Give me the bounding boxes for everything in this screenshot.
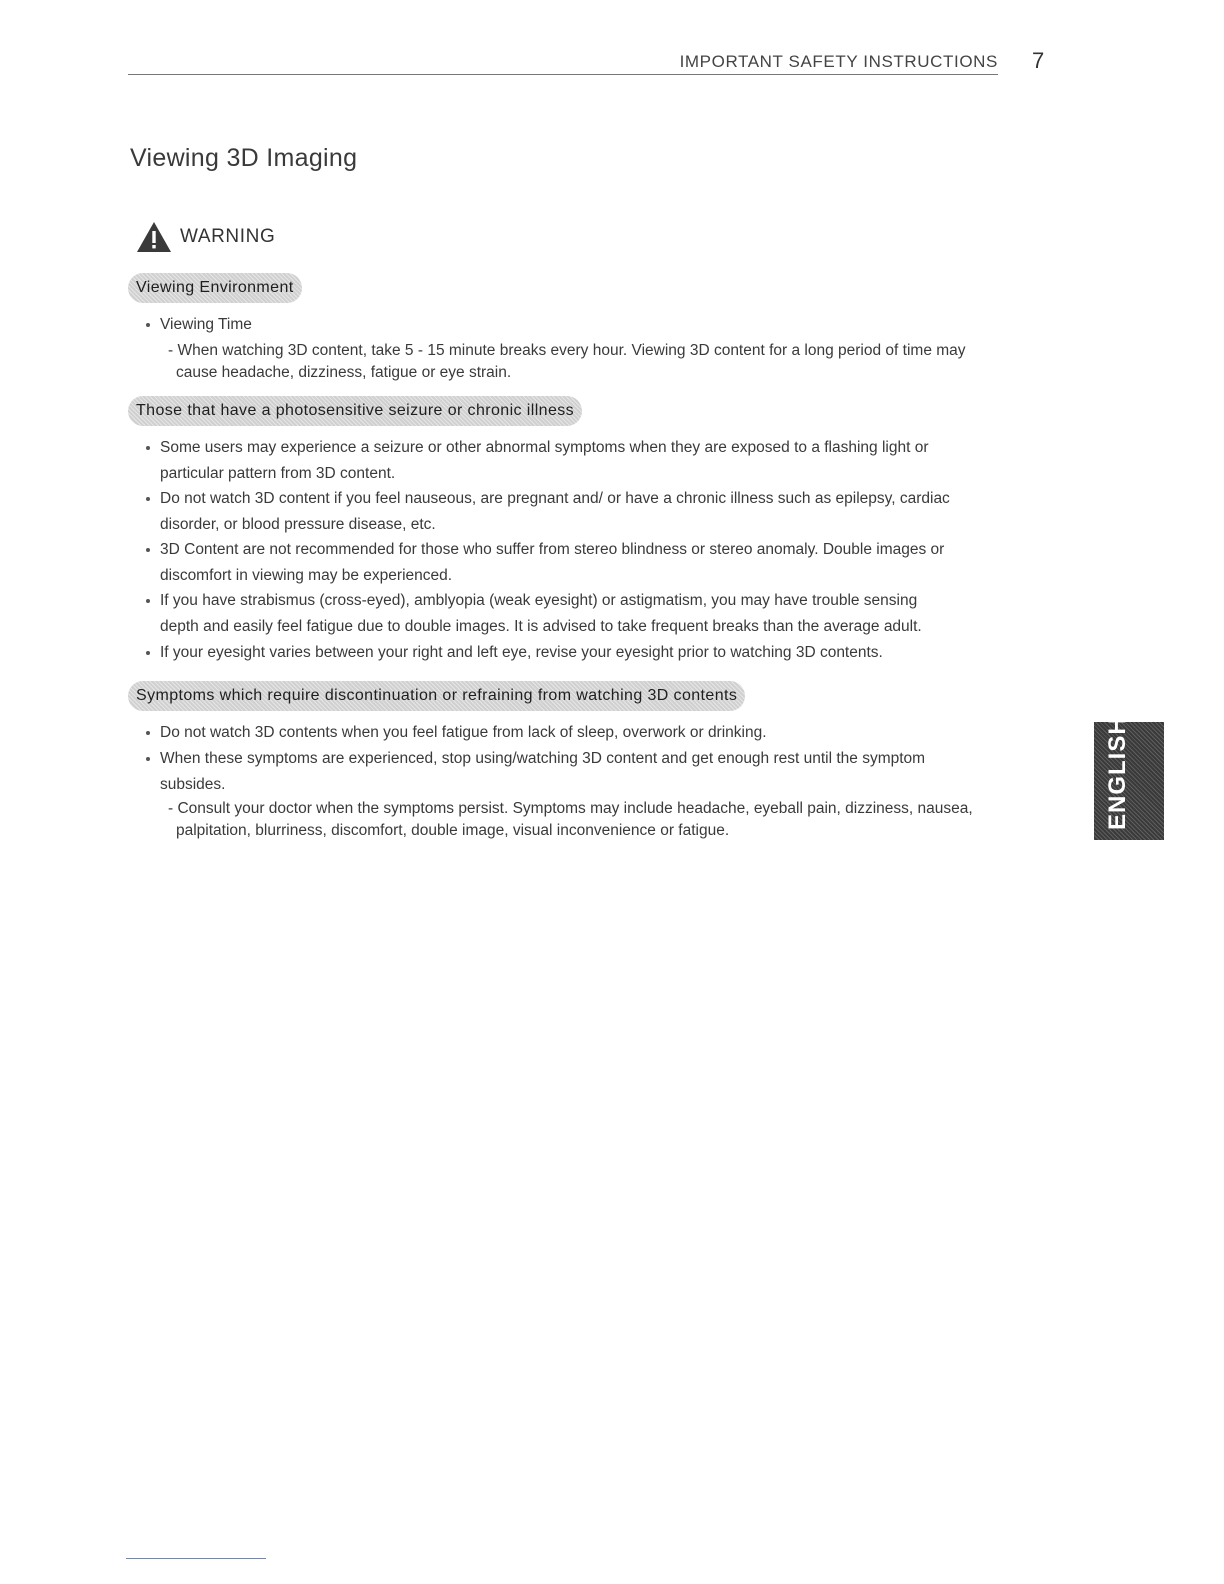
list-item-text: Some users may experience a seizure or other abnormal symptoms when they are exposed to a flashing light or xyxy=(160,439,929,456)
list-item-text: depth and easily feel fatigue due to double images. It is advised to take frequent breaks than the average adult. xyxy=(160,618,922,635)
language-side-tab xyxy=(1094,716,1164,840)
sub-item-text: - Consult your doctor when the symptoms persist. Symptoms may include headache, eyeball pain, dizziness, nausea, xyxy=(168,800,973,817)
sub-item-text: cause headache, dizziness, fatigue or eye strain. xyxy=(176,364,512,381)
page-number: 7 xyxy=(1032,48,1045,73)
list-item-text: disorder, or blood pressure disease, etc. xyxy=(160,516,436,533)
list-item-text: 3D Content are not recommended for those who suffer from stereo blindness or stereo anomaly. Double images or xyxy=(160,541,945,558)
bullet-dot xyxy=(146,757,150,761)
section-heading-symptoms: Symptoms which require discontinuation or refraining from watching 3D contents xyxy=(128,681,745,711)
section-heading-photosensitive: Those that have a photosensitive seizure or chronic illness xyxy=(128,396,582,426)
bullet-dot xyxy=(146,323,150,327)
list-item-text: Do not watch 3D contents when you feel fatigue from lack of sleep, overwork or drinking. xyxy=(160,724,767,741)
list-item-text: Viewing Time xyxy=(160,316,252,333)
list-item-text: particular pattern from 3D content. xyxy=(160,465,396,482)
section-heading-viewing-environment: Viewing Environment xyxy=(128,273,302,303)
bullet-dot xyxy=(146,446,150,450)
side-tab-label: ENGLISH xyxy=(1104,716,1131,830)
header-section-title: IMPORTANT SAFETY INSTRUCTIONS xyxy=(679,52,998,71)
bullet-dot xyxy=(146,731,150,735)
page-header xyxy=(128,48,998,75)
footer-rule xyxy=(126,1558,266,1559)
list-item-text: subsides. xyxy=(160,776,226,793)
warning-banner xyxy=(136,222,275,252)
warning-triangle-icon xyxy=(136,221,172,253)
page-title: Viewing 3D Imaging xyxy=(130,144,358,172)
list-item-text: discomfort in viewing may be experienced. xyxy=(160,567,453,584)
list-item-text: If your eyesight varies between your right and left eye, revise your eyesight prior to watching 3D contents. xyxy=(160,644,883,661)
list-item-text: If you have strabismus (cross-eyed), amblyopia (weak eyesight) or astigmatism, you may have trouble sensing xyxy=(160,592,918,609)
bullet-dot xyxy=(146,548,150,552)
bullet-dot xyxy=(146,599,150,603)
sub-item-text: - When watching 3D content, take 5 - 15 minute breaks every hour. Viewing 3D content for a long period of time may xyxy=(168,342,966,359)
bullet-dot xyxy=(146,497,150,501)
list-item-text: When these symptoms are experienced, stop using/watching 3D content and get enough rest until the symptom xyxy=(160,750,926,767)
warning-label: WARNING xyxy=(180,226,276,247)
bullet-dot xyxy=(146,651,150,655)
list-item-text: Do not watch 3D content if you feel nauseous, are pregnant and/ or have a chronic illness such as epilepsy, cardiac xyxy=(160,490,950,507)
sub-item-text: palpitation, blurriness, discomfort, double image, visual inconvenience or fatigue. xyxy=(176,822,730,839)
